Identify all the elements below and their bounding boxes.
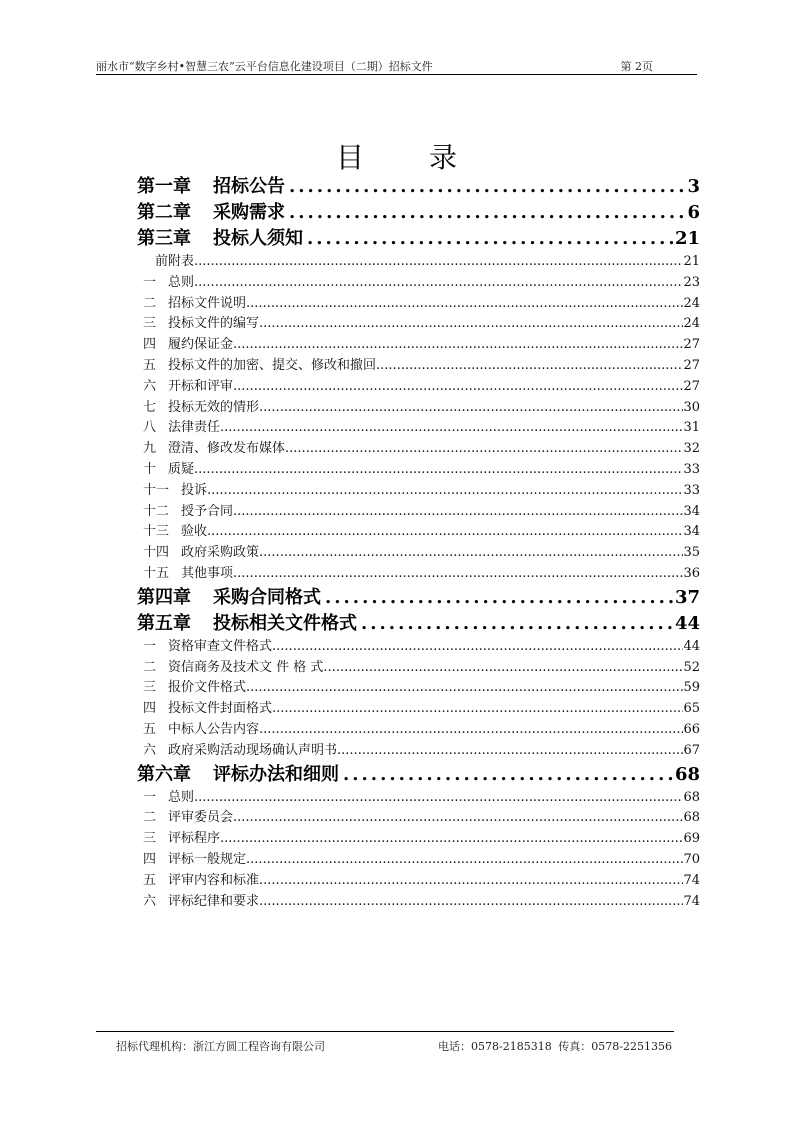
toc-entry-label — [143, 375, 233, 394]
toc-section-entry[interactable] — [137, 697, 700, 718]
toc-section-entry[interactable] — [137, 500, 700, 521]
toc-entry-label — [143, 292, 246, 311]
toc-section-entry[interactable] — [137, 312, 700, 333]
toc-entry-label — [143, 437, 285, 456]
toc-entry-page: 33 — [683, 482, 700, 498]
toc-entry-page: 27 — [683, 337, 700, 353]
toc-entry-label — [143, 354, 376, 373]
toc-entry-page: 74 — [683, 893, 700, 909]
toc-entry-number: 三 — [143, 831, 157, 847]
toc-section-entry[interactable] — [137, 354, 700, 375]
toc-entry-text: 政府采购活动现场确认声明书 — [168, 742, 338, 758]
toc-entry-number: 七 — [143, 399, 157, 415]
toc-entry-page: 35 — [683, 545, 700, 561]
toc-section-entry[interactable] — [137, 292, 700, 313]
toc-entry-label — [143, 635, 272, 654]
toc-section-entry[interactable] — [137, 786, 700, 807]
toc-title: 目 录 — [336, 141, 485, 174]
toc-leader-dots — [339, 764, 675, 785]
toc-entry-text: 评标纪律和要求 — [168, 893, 260, 909]
toc-entry-text: 总则 — [168, 274, 195, 290]
toc-entry-page: 67 — [683, 742, 700, 758]
toc-entry-number: 第一章 — [137, 176, 191, 197]
toc-entry-page: 34 — [683, 503, 700, 519]
toc-entry-label — [137, 224, 303, 250]
toc-section-entry[interactable] — [137, 333, 700, 354]
toc-leader-dots — [259, 545, 683, 560]
toc-section-entry[interactable] — [137, 562, 700, 583]
toc-section-entry[interactable] — [137, 479, 700, 500]
toc-entry-page: 59 — [683, 680, 700, 696]
toc-chapter-entry[interactable] — [137, 172, 700, 198]
toc-entry-label — [143, 869, 259, 888]
toc-section-entry[interactable] — [137, 890, 700, 911]
toc-leader-dots — [194, 790, 683, 805]
table-of-contents — [137, 172, 700, 910]
toc-leader-dots — [259, 894, 683, 909]
toc-leader-dots — [285, 441, 683, 456]
toc-entry-page: 33 — [683, 461, 700, 477]
toc-leader-dots — [285, 202, 687, 223]
toc-entry-page: 27 — [683, 357, 700, 373]
toc-section-entry[interactable] — [137, 437, 700, 458]
toc-entry-number: 五 — [143, 872, 157, 888]
toc-entry-number: 第四章 — [137, 586, 191, 608]
toc-entry-number: 一 — [143, 274, 157, 290]
toc-entry-text: 验收 — [181, 524, 208, 540]
toc-entry-text: 评标办法和细则 — [213, 763, 339, 785]
toc-entry-text: 投诉 — [181, 482, 208, 498]
phone-info: 电话：0578-2185318 — [438, 1040, 552, 1053]
toc-entry-number: 第六章 — [137, 763, 191, 785]
toc-entry-label — [143, 848, 246, 867]
toc-entry-text: 澄清、修改发布媒体 — [168, 441, 286, 457]
toc-entry-label — [143, 396, 259, 415]
toc-entry-number: 四 — [143, 851, 157, 867]
toc-section-entry[interactable] — [137, 416, 700, 437]
toc-entry-label — [143, 250, 194, 269]
toc-entry-label — [143, 786, 194, 805]
toc-entry-page: 21 — [683, 254, 700, 269]
toc-section-entry[interactable] — [137, 718, 700, 739]
toc-entry-label — [143, 500, 233, 519]
toc-section-entry[interactable] — [137, 396, 700, 417]
toc-entry-page: 44 — [683, 638, 700, 654]
toc-chapter-entry[interactable] — [137, 198, 700, 224]
toc-leader-dots — [233, 379, 683, 394]
toc-entry-label — [137, 198, 285, 224]
toc-leader-dots — [207, 524, 683, 539]
toc-leader-dots — [194, 275, 683, 290]
toc-leader-dots — [233, 810, 683, 825]
toc-entry-page: 74 — [683, 872, 700, 888]
toc-entry-number: 十 — [143, 461, 157, 477]
toc-entry-label — [143, 739, 337, 758]
toc-entry-label — [137, 172, 285, 198]
toc-leader-dots — [259, 873, 683, 888]
toc-entry-page: 65 — [683, 701, 700, 717]
toc-entry-page: 31 — [683, 420, 700, 436]
toc-entry-number: 第五章 — [137, 612, 191, 634]
toc-entry-page: 36 — [683, 565, 700, 581]
toc-entry-number: 五 — [143, 721, 157, 737]
toc-entry-text: 资信商务及技术文 件 格 式 — [168, 659, 324, 675]
toc-entry-page: 52 — [683, 659, 700, 675]
toc-entry-page: 68 — [674, 763, 700, 785]
toc-entry-text: 资格审查文件格式 — [168, 638, 273, 654]
toc-entry-text: 法律责任 — [168, 420, 221, 436]
toc-entry-label — [143, 479, 207, 498]
toc-entry-label — [137, 760, 339, 786]
toc-entry-page: 66 — [683, 721, 700, 737]
toc-section-entry[interactable] — [137, 848, 700, 869]
toc-entry-number: 二 — [143, 810, 157, 826]
toc-entry-page: 30 — [683, 399, 700, 415]
toc-section-entry[interactable] — [137, 271, 700, 292]
toc-entry-number: 四 — [143, 337, 157, 353]
toc-entry-page: 34 — [683, 524, 700, 540]
toc-entry-text: 其他事项 — [181, 565, 234, 581]
toc-leader-dots — [194, 462, 683, 477]
toc-section-entry[interactable] — [137, 739, 700, 760]
toc-entry-number: 四 — [143, 701, 157, 717]
toc-leader-dots — [246, 680, 683, 695]
toc-entry-text: 开标和评审 — [168, 378, 234, 394]
toc-entry-text: 投标文件的加密、提交、修改和撤回 — [168, 357, 377, 373]
toc-entry-page: 32 — [683, 441, 700, 457]
toc-entry-number: 六 — [143, 742, 157, 758]
toc-leader-dots — [259, 316, 683, 331]
toc-entry-number: 二 — [143, 295, 157, 311]
toc-entry-page: 37 — [674, 586, 700, 608]
toc-entry-number: 八 — [143, 420, 157, 436]
toc-entry-text: 授予合同 — [181, 503, 234, 519]
toc-entry-text: 评审内容和标准 — [168, 872, 260, 888]
page-header — [96, 56, 697, 75]
toc-entry-number: 十三 — [143, 524, 170, 540]
toc-entry-text: 采购需求 — [213, 202, 285, 223]
toc-entry-number: 二 — [143, 659, 157, 675]
toc-entry-label — [143, 697, 272, 716]
toc-entry-page: 70 — [683, 851, 700, 867]
toc-entry-label — [137, 609, 357, 635]
toc-chapter-entry[interactable] — [137, 760, 700, 786]
toc-leader-dots — [246, 296, 683, 311]
toc-entry-label — [143, 312, 259, 331]
toc-entry-text: 评审委员会 — [168, 810, 234, 826]
toc-leader-dots — [194, 254, 683, 269]
toc-entry-number: 一 — [143, 789, 157, 805]
toc-entry-text: 评标程序 — [168, 831, 221, 847]
toc-entry-text: 总则 — [168, 789, 195, 805]
toc-entry-number: 六 — [143, 893, 157, 909]
toc-entry-number: 一 — [143, 638, 157, 654]
toc-entry-text: 报价文件格式 — [168, 680, 247, 696]
toc-section-entry[interactable] — [137, 458, 700, 479]
toc-entry-page: 68 — [683, 810, 700, 826]
toc-entry-label — [143, 520, 207, 539]
toc-chapter-entry[interactable] — [137, 224, 700, 250]
toc-section-entry[interactable] — [137, 541, 700, 562]
toc-entry-label — [143, 806, 233, 825]
toc-leader-dots — [220, 831, 683, 846]
toc-entry-label — [143, 271, 194, 290]
toc-leader-dots — [323, 660, 683, 675]
toc-entry-label — [143, 458, 194, 477]
toc-entry-text: 投标人须知 — [213, 228, 303, 249]
toc-entry-text: 招标公告 — [213, 176, 285, 197]
toc-entry-label — [143, 333, 233, 352]
toc-entry-text: 前附表 — [155, 254, 195, 269]
toc-entry-text: 政府采购政策 — [181, 545, 260, 561]
toc-entry-text: 评标一般规定 — [168, 851, 247, 867]
toc-leader-dots — [285, 176, 687, 197]
toc-entry-text: 投标文件的编写 — [168, 316, 260, 332]
toc-entry-number: 五 — [143, 357, 157, 373]
toc-leader-dots — [207, 483, 683, 498]
page-number: 第 2页 — [620, 60, 653, 73]
toc-entry-number: 三 — [143, 680, 157, 696]
toc-entry-number: 三 — [143, 316, 157, 332]
toc-entry-text: 招标文件说明 — [168, 295, 247, 311]
toc-chapter-entry[interactable] — [137, 583, 700, 609]
toc-entry-label — [143, 656, 323, 675]
toc-entry-label — [143, 827, 220, 846]
toc-leader-dots — [337, 743, 683, 758]
toc-entry-text: 投标无效的情形 — [168, 399, 260, 415]
toc-entry-label — [143, 718, 259, 737]
toc-leader-dots — [233, 337, 683, 352]
toc-entry-page: 68 — [683, 789, 700, 805]
toc-entry-label — [143, 416, 220, 435]
toc-leader-dots — [246, 852, 683, 867]
toc-section-entry[interactable] — [137, 869, 700, 890]
toc-section-entry[interactable] — [137, 375, 700, 396]
toc-leader-dots — [321, 587, 675, 608]
toc-entry-text: 履约保证金 — [168, 337, 234, 353]
toc-entry-page: 44 — [674, 612, 700, 634]
toc-leader-dots — [220, 420, 683, 435]
toc-leader-dots — [272, 639, 683, 654]
agency-info: 招标代理机构：浙江方圆工程咨询有限公司 — [116, 1040, 325, 1053]
toc-section-entry[interactable] — [137, 520, 700, 541]
toc-entry-label — [137, 583, 321, 609]
toc-entry-page: 21 — [674, 228, 700, 249]
toc-entry-page: 6 — [687, 202, 700, 223]
toc-entry-page: 3 — [687, 176, 700, 197]
document-title: 丽水市“数字乡村•智慧三农”云平台信息化建设项目（二期）招标文件 — [96, 60, 433, 73]
toc-leader-dots — [233, 504, 683, 519]
toc-section-entry[interactable] — [137, 827, 700, 848]
toc-section-entry[interactable] — [137, 250, 700, 271]
toc-entry-number: 九 — [143, 441, 157, 457]
toc-leader-dots — [259, 400, 683, 415]
toc-entry-label — [143, 541, 259, 560]
toc-section-entry[interactable] — [137, 635, 700, 656]
fax-info: 传真：0578-2251356 — [558, 1040, 672, 1053]
toc-section-entry[interactable] — [137, 656, 700, 677]
toc-entry-page: 24 — [683, 316, 700, 332]
toc-entry-number: 十四 — [143, 545, 170, 561]
toc-entry-text: 投标相关文件格式 — [213, 612, 357, 634]
toc-entry-text: 投标文件封面格式 — [168, 701, 273, 717]
toc-leader-dots — [357, 613, 675, 634]
toc-chapter-entry[interactable] — [137, 609, 700, 635]
toc-entry-label — [143, 562, 233, 581]
toc-entry-text: 采购合同格式 — [213, 586, 321, 608]
page-footer — [96, 1031, 674, 1054]
toc-leader-dots — [272, 701, 683, 716]
toc-entry-page: 69 — [683, 831, 700, 847]
toc-section-entry[interactable] — [137, 676, 700, 697]
toc-entry-label — [143, 890, 259, 909]
toc-entry-number: 第二章 — [137, 202, 191, 223]
toc-entry-number: 十五 — [143, 565, 170, 581]
toc-entry-text: 质疑 — [168, 461, 195, 477]
toc-leader-dots — [376, 358, 683, 373]
toc-entry-number: 十一 — [143, 482, 170, 498]
toc-leader-dots — [303, 228, 675, 249]
toc-section-entry[interactable] — [137, 806, 700, 827]
toc-entry-page: 27 — [683, 378, 700, 394]
toc-entry-number: 第三章 — [137, 228, 191, 249]
toc-entry-page: 23 — [683, 274, 700, 290]
toc-entry-number: 十二 — [143, 503, 170, 519]
toc-leader-dots — [233, 566, 683, 581]
toc-leader-dots — [259, 722, 683, 737]
toc-entry-label — [143, 676, 246, 695]
toc-entry-page: 24 — [683, 295, 700, 311]
toc-entry-text: 中标人公告内容 — [168, 721, 260, 737]
toc-entry-number: 六 — [143, 378, 157, 394]
